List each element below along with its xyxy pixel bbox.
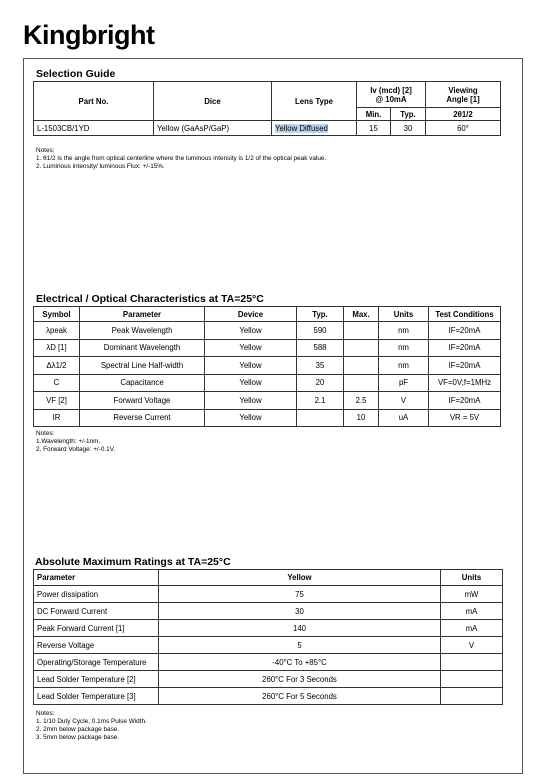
electrical-title: Electrical / Optical Characteristics at TA=25°C <box>36 293 264 305</box>
table-cell: 260°C For 5 Seconds <box>159 688 441 705</box>
table-cell <box>441 654 503 671</box>
header-part-no: Part No. <box>34 82 154 121</box>
table-cell: 140 <box>159 620 441 637</box>
table-row <box>34 392 501 410</box>
table-cell <box>441 671 503 688</box>
header-dice: Dice <box>154 82 272 121</box>
table-cell: -40°C To +85°C <box>159 654 441 671</box>
note-line: Notes: <box>36 147 55 154</box>
note-line: Notes: <box>36 430 55 437</box>
note-line: 2. 2mm below package base. <box>36 726 120 733</box>
table-cell: Reverse Voltage <box>34 637 159 654</box>
table-cell: Yellow <box>205 392 297 410</box>
table-cell: IF=20mA <box>429 322 501 340</box>
header-iv <box>357 82 426 108</box>
table-cell: Power dissipation <box>34 586 159 603</box>
column-header: Units <box>379 307 429 322</box>
header-iv-line1: Iv (mcd) [2] <box>370 85 412 95</box>
table-cell: Peak Forward Current [1] <box>34 620 159 637</box>
selection-guide-title: Selection Guide <box>36 68 116 80</box>
table-cell: nm <box>379 339 429 357</box>
table-cell: 260°C For 3 Seconds <box>159 671 441 688</box>
electrical-notes <box>36 430 115 454</box>
table-row <box>34 374 501 392</box>
absolute-title: Absolute Maximum Ratings at TA=25°C <box>35 556 231 568</box>
table-cell: Yellow <box>205 339 297 357</box>
table-cell: 75 <box>159 586 441 603</box>
table-cell: Spectral Line Half-width <box>80 357 205 375</box>
column-header: Symbol <box>34 307 80 322</box>
column-header: Test Conditions <box>429 307 501 322</box>
column-header: Yellow <box>159 570 441 586</box>
table-row <box>34 586 503 603</box>
table-cell: Δλ1/2 <box>34 357 80 375</box>
table-cell <box>344 357 379 375</box>
table-cell: V <box>379 392 429 410</box>
note-line: 3. 5mm below package base. <box>36 734 120 741</box>
table-cell: Yellow <box>205 322 297 340</box>
table-row <box>34 688 503 705</box>
table-cell: uA <box>379 409 429 427</box>
table-cell <box>344 339 379 357</box>
table-cell: 2.5 <box>344 392 379 410</box>
absolute-notes <box>36 710 147 742</box>
table-row <box>34 620 503 637</box>
table-cell: Peak Wavelength <box>80 322 205 340</box>
note-line: 1.Wavelength: +/-1nm. <box>36 438 101 445</box>
table-cell: 35 <box>297 357 344 375</box>
cell-angle: 60° <box>426 121 501 136</box>
cell-typ: 30 <box>391 121 426 136</box>
column-header: Units <box>441 570 503 586</box>
note-line: 2. Forward Voltage: +/-0.1V. <box>36 446 116 453</box>
header-2theta: 2θ1/2 <box>426 108 501 121</box>
column-header: Max. <box>344 307 379 322</box>
note-line: Notes: <box>36 710 55 717</box>
table-cell: Operating/Storage Temperature <box>34 654 159 671</box>
table-cell: IR <box>34 409 80 427</box>
header-viewing-angle <box>426 82 501 108</box>
table-cell: 2.1 <box>297 392 344 410</box>
table-cell: 5 <box>159 637 441 654</box>
table-cell: Reverse Current <box>80 409 205 427</box>
table-row <box>34 339 501 357</box>
header-viewing-line2: Angle [1] <box>446 94 480 104</box>
table-row <box>34 654 503 671</box>
column-header: Parameter <box>34 570 159 586</box>
cell-dice: Yellow (GaAsP/GaP) <box>154 121 272 136</box>
table-cell: VF [2] <box>34 392 80 410</box>
table-cell: Yellow <box>205 374 297 392</box>
note-line: 2. Luminous intensity/ luminous Flux: +/-15%. <box>36 163 165 170</box>
table-cell <box>441 688 503 705</box>
table-cell: Forward Voltage <box>80 392 205 410</box>
table-cell: Yellow <box>205 357 297 375</box>
table-cell: 590 <box>297 322 344 340</box>
table-row <box>34 637 503 654</box>
table-cell: VR = 5V <box>429 409 501 427</box>
table-cell: 588 <box>297 339 344 357</box>
cell-min: 15 <box>357 121 391 136</box>
table-cell: mW <box>441 586 503 603</box>
table-row <box>34 409 501 427</box>
table-cell: Capacitance <box>80 374 205 392</box>
table-cell: 30 <box>159 603 441 620</box>
cell-lens-type <box>272 121 357 136</box>
note-line: 1. 1/10 Duty Cycle, 0.1ms Pulse Width. <box>36 718 147 725</box>
table-cell: IF=20mA <box>429 357 501 375</box>
table-cell: nm <box>379 322 429 340</box>
column-header: Device <box>205 307 297 322</box>
table-cell: nm <box>379 357 429 375</box>
table-row <box>34 357 501 375</box>
header-min: Min. <box>357 108 391 121</box>
header-viewing-line1: Viewing <box>448 85 478 95</box>
table-cell: Lead Solder Temperature [3] <box>34 688 159 705</box>
selection-guide-table <box>33 81 501 136</box>
cell-part-no: L-1503CB/1YD <box>34 121 154 136</box>
table-cell: DC Forward Current <box>34 603 159 620</box>
header-iv-line2: @ 10mA <box>375 94 407 104</box>
table-cell: λpeak <box>34 322 80 340</box>
note-line: 1. θ1/2 is the angle from optical centerline where the luminous intensity is 1/2 of the optical peak value. <box>36 155 327 162</box>
table-cell: IF=20mA <box>429 339 501 357</box>
table-cell: mA <box>441 620 503 637</box>
table-cell: mA <box>441 603 503 620</box>
table-row <box>34 121 501 136</box>
table-cell: 10 <box>344 409 379 427</box>
header-lens-type: Lens Type <box>272 82 357 121</box>
table-cell: C <box>34 374 80 392</box>
column-header: Parameter <box>80 307 205 322</box>
table-cell: pF <box>379 374 429 392</box>
table-cell: Lead Solder Temperature [2] <box>34 671 159 688</box>
header-typ: Typ. <box>391 108 426 121</box>
selection-notes <box>36 147 326 171</box>
lens-type-highlight: Yellow Diffused <box>275 123 328 133</box>
table-cell: IF=20mA <box>429 392 501 410</box>
table-row <box>34 603 503 620</box>
table-cell: λD [1] <box>34 339 80 357</box>
table-cell: V <box>441 637 503 654</box>
table-cell: Yellow <box>205 409 297 427</box>
column-header: Typ. <box>297 307 344 322</box>
table-cell: VF=0V;f=1MHz <box>429 374 501 392</box>
table-row <box>34 322 501 340</box>
brand-logo: Kingbright <box>23 20 155 50</box>
electrical-table <box>33 306 501 427</box>
table-cell: Dominant Wavelength <box>80 339 205 357</box>
table-cell: 20 <box>297 374 344 392</box>
absolute-table <box>33 569 503 705</box>
table-cell <box>344 322 379 340</box>
table-row <box>34 671 503 688</box>
table-cell <box>297 409 344 427</box>
table-cell <box>344 374 379 392</box>
